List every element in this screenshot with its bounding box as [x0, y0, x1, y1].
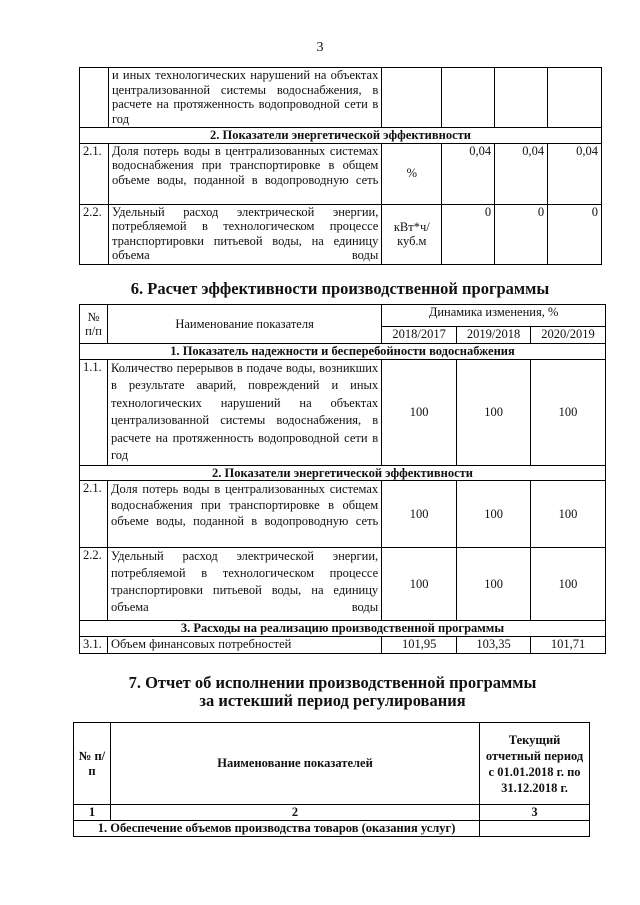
section-heading: 1. Обеспечение объемов производства товаров (оказания услуг): [74, 820, 480, 836]
row-name: Доля потерь воды в централизованных системах водоснабжения при транспортировке в общем объеме воды, поданной в водопроводную сеть: [107, 481, 381, 548]
year-header: 2020/2019: [531, 327, 606, 344]
col-name-header: Наименование показателей: [110, 723, 479, 805]
row-value: 101,95: [382, 636, 457, 653]
row-value: 100: [382, 548, 457, 621]
row-name: Объем финансовых потребностей: [107, 636, 381, 653]
row-value: 0,04: [442, 143, 495, 204]
page-number: 3: [316, 40, 324, 55]
top-table: [79, 67, 602, 265]
row-value: 0: [548, 204, 602, 264]
index-cell: 3: [480, 805, 590, 821]
row-number: 3.1.: [80, 636, 108, 653]
row-name: Удельный расход электрической энергии, потребляемой в технологическом процессе транспортировки питьевой воды, на единицу объема воды: [107, 548, 381, 621]
col-num-header: № п/п: [80, 305, 108, 344]
row-value: 0: [495, 204, 548, 264]
row-name: Количество перерывов в подаче воды, возникших в результате аварий, повреждений и иных технологических нарушений на объектах централизованной системы водоснабжения, в расчете на протяженность водопроводной сети в год: [107, 359, 381, 465]
row-number: 2.1.: [80, 143, 109, 204]
row-value: 101,71: [531, 636, 606, 653]
row-value: 100: [531, 548, 606, 621]
year-header: 2018/2017: [382, 327, 457, 344]
row-value: 100: [457, 548, 531, 621]
col-name-header: Наименование показателя: [107, 305, 381, 344]
section7-title-line2: за истекший период регулирования: [199, 691, 466, 710]
section-heading: 2. Показатели энергетической эффективности: [80, 128, 602, 144]
row-number: 2.1.: [80, 481, 108, 548]
row-value: 100: [382, 359, 457, 465]
index-cell: 2: [110, 805, 479, 821]
row-value: 103,35: [457, 636, 531, 653]
report-table: [73, 722, 590, 837]
row-value: 100: [457, 359, 531, 465]
row-continuation-text: и иных технологических нарушений на объектах централизованной системы водоснабжения, в расчете на протяженность водопроводной сети в год: [108, 68, 381, 128]
row-number: 1.1.: [80, 359, 108, 465]
row-name: Доля потерь воды в централизованных системах водоснабжения при транспортировке в общем объеме воды, поданной в водопроводную сеть: [108, 143, 381, 204]
row-unit: %: [382, 143, 442, 204]
section-heading: 2. Показатели энергетической эффективности: [80, 465, 606, 481]
row-value: 100: [531, 481, 606, 548]
row-value: 100: [382, 481, 457, 548]
row-value: 100: [531, 359, 606, 465]
row-number: 2.2.: [80, 204, 109, 264]
section-heading: 3. Расходы на реализацию производственной программы: [80, 621, 606, 637]
efficiency-table: [79, 304, 606, 654]
year-header: 2019/2018: [457, 327, 531, 344]
index-cell: 1: [74, 805, 111, 821]
col-period-header: Текущий отчетный период с 01.01.2018 г. по 31.12.2018 г.: [480, 723, 590, 805]
col-dynamics-header: Динамика изменения, %: [382, 305, 606, 327]
section-heading: 1. Показатель надежности и бесперебойности водоснабжения: [80, 344, 606, 360]
section7-title-line1: 7. Отчет об исполнении производственной программы: [128, 673, 537, 692]
section6-title: 6. Расчет эффективности производственной программы: [130, 279, 550, 298]
row-value: 0: [442, 204, 495, 264]
row-value: 100: [457, 481, 531, 548]
col-num-header: № п/п: [74, 723, 111, 805]
row-number: 2.2.: [80, 548, 108, 621]
row-value: 0,04: [495, 143, 548, 204]
row-unit: кВт*ч/куб.м: [382, 204, 442, 264]
row-value: 0,04: [548, 143, 602, 204]
row-name: Удельный расход электрической энергии, потребляемой в технологическом процессе транспортировки питьевой воды, на единицу объема воды: [108, 204, 381, 264]
